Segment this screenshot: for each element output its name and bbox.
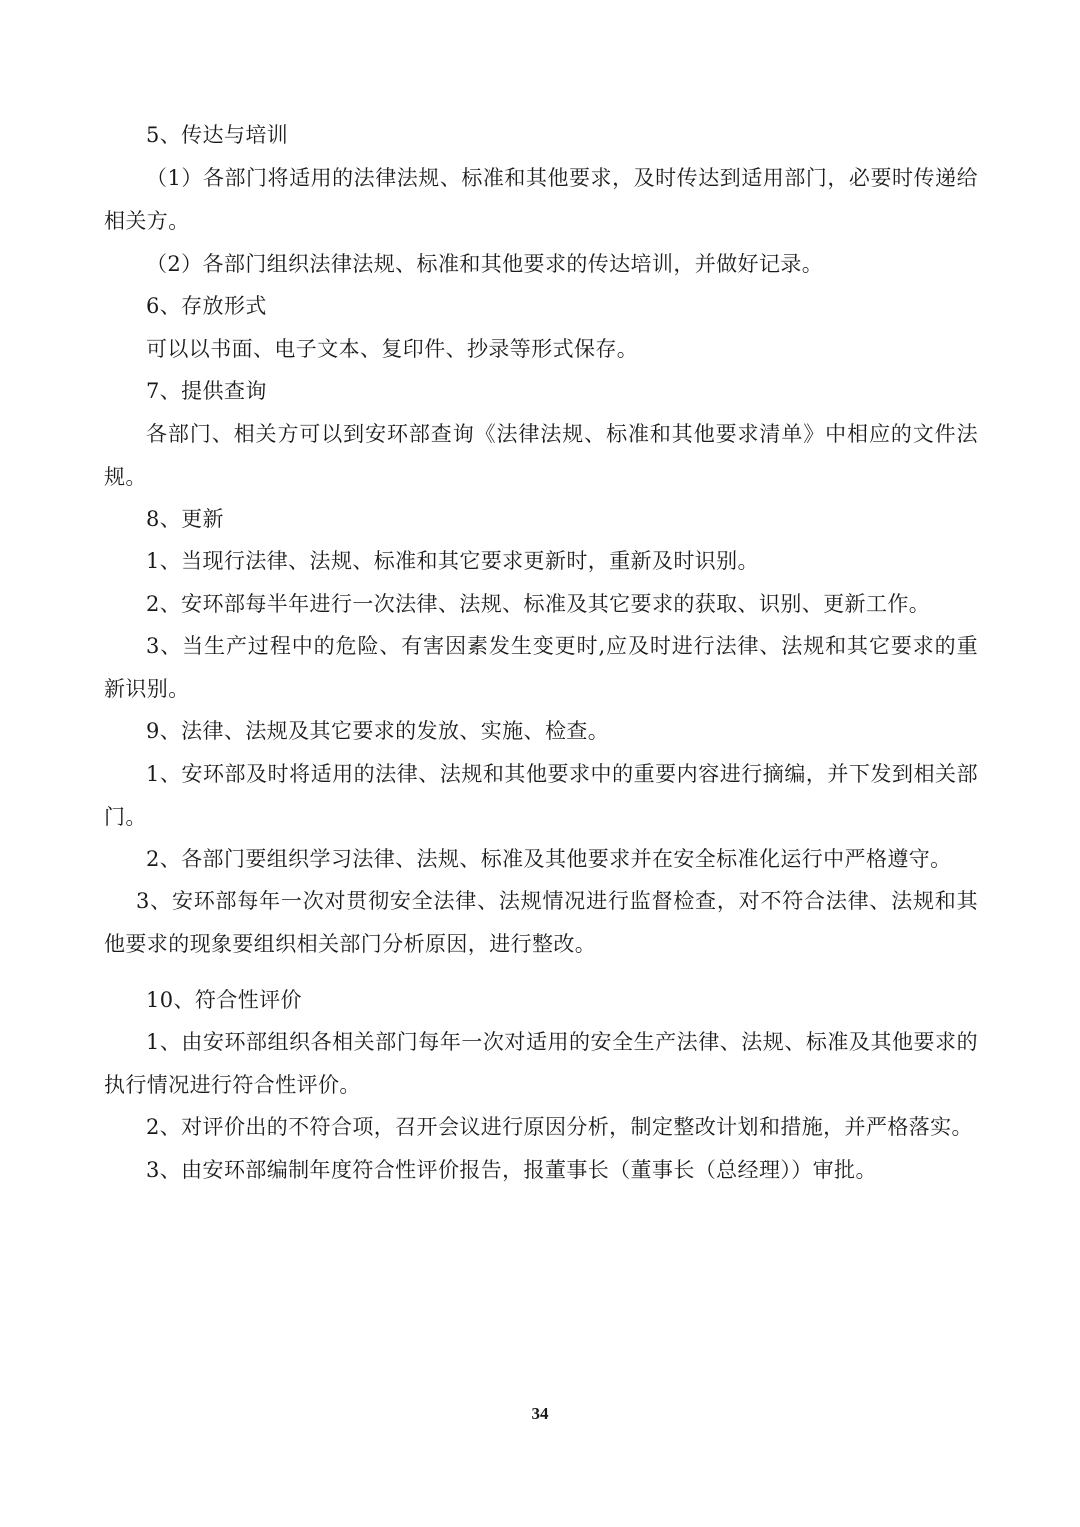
paragraph-line: 2、对评价出的不符合项，召开会议进行原因分析，制定整改计划和措施，并严格落实。: [146, 1115, 973, 1139]
paragraph-line: （2）各部门组织法律法规、标准和其他要求的传达培训，并做好记录。: [146, 252, 824, 276]
paragraph-line: 1、安环部及时将适用的法律、法规和其他要求中的重要内容进行摘编，并下发到相关部: [146, 762, 978, 786]
paragraph-line: 2、安环部每半年进行一次法律、法规、标准及其它要求的获取、识别、更新工作。: [146, 592, 931, 616]
paragraph-line: 2、各部门要组织学习法律、法规、标准及其他要求并在安全标准化运行中严格遵守。: [146, 847, 952, 871]
paragraph-line: （1）各部门将适用的法律法规、标准和其他要求，及时传达到适用部门，必要时传递给: [146, 166, 978, 190]
paragraph-line: 可以以书面、电子文本、复印件、抄录等形式保存。: [146, 337, 639, 361]
heading-communication-training: 5、传达与培训: [146, 123, 289, 147]
paragraph-line: 1、当现行法律、法规、标准和其它要求更新时，重新及时识别。: [146, 549, 759, 573]
heading-update: 8、更新: [146, 507, 224, 531]
paragraph-line: 3、由安环部编制年度符合性评价报告，报董事长（董事长（总经理））审批。: [146, 1158, 877, 1182]
paragraph-line: 各部门、相关方可以到安环部查询《法律法规、标准和其他要求清单》中相应的文件法: [146, 422, 978, 446]
paragraph-line: 新识别。: [104, 677, 190, 701]
paragraph-line: 相关方。: [104, 209, 190, 233]
heading-issue-implement-check: 9、法律、法规及其它要求的发放、实施、检查。: [146, 719, 610, 743]
paragraph-line: 门。: [104, 805, 147, 829]
page-number: 34: [531, 1404, 549, 1423]
paragraph-line: 他要求的现象要组织相关部门分析原因，进行整改。: [104, 932, 597, 956]
heading-storage-form: 6、存放形式: [146, 294, 267, 318]
paragraph-line: 3、当生产过程中的危险、有害因素发生变更时,应及时进行法律、法规和其它要求的重: [146, 634, 978, 658]
heading-provide-query: 7、提供查询: [146, 379, 267, 403]
paragraph-line: 3、安环部每年一次对贯彻安全法律、法规情况进行监督检查，对不符合法律、法规和其: [136, 889, 978, 913]
heading-compliance-evaluation: 10、符合性评价: [146, 988, 302, 1012]
paragraph-line: 规。: [104, 465, 147, 489]
paragraph-line: 1、由安环部组织各相关部门每年一次对适用的安全生产法律、法规、标准及其他要求的: [146, 1030, 978, 1054]
paragraph-line: 执行情况进行符合性评价。: [104, 1073, 361, 1097]
